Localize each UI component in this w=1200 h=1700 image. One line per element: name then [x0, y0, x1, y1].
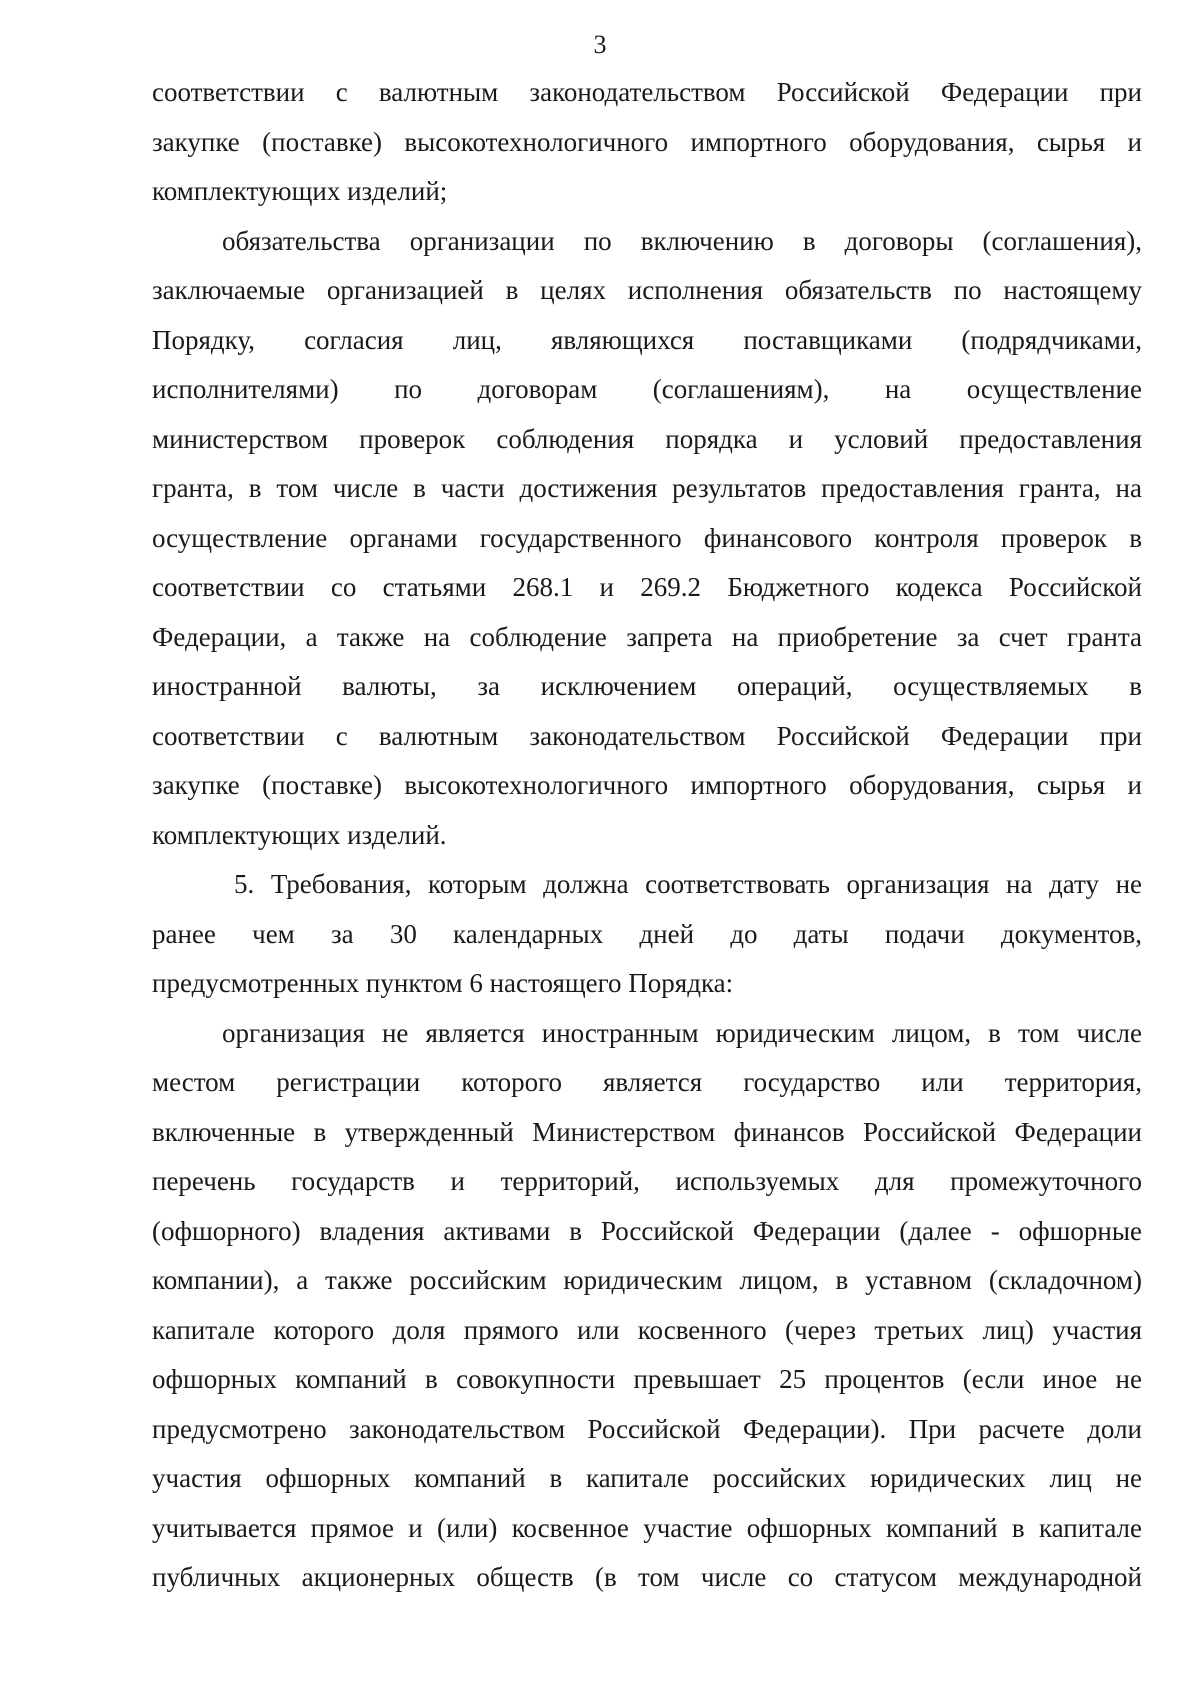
text-line: закупке (поставке) высокотехнологичного импортного оборудования, сырья и	[152, 126, 1142, 157]
text-line: исполнителями) по договорам (соглашениям), на осуществление	[152, 374, 1142, 404]
text-line: осуществление органами государственного финансового контроля проверок в	[152, 522, 1142, 553]
text-line: капитале которого доля прямого или косвенного (через третьих лиц) участия	[152, 1314, 1142, 1345]
text-line: комплектующих изделий.	[152, 819, 447, 850]
text-line: иностранной валюты, за исключением операций, осуществляемых в	[152, 671, 1142, 701]
text-line: публичных акционерных обществ (в том числе со статусом международной	[152, 1562, 1142, 1592]
text-line: обязательства организации по включению в договоры (соглашения),	[222, 225, 1142, 256]
text-line: комплектующих изделий;	[152, 176, 448, 206]
paragraph-2	[152, 217, 1142, 861]
text-line: офшорных компаний в совокупности превышает 25 процентов (если иное не	[152, 1364, 1142, 1394]
text-line: соответствии со статьями 268.1 и 269.2 Бюджетного кодекса Российской	[152, 572, 1142, 602]
paragraph-4	[152, 1009, 1142, 1603]
paragraph-3	[152, 860, 1142, 1009]
text-line: учитывается прямое и (или) косвенное участие офшорных компаний в капитале	[152, 1512, 1142, 1543]
text-line: ранее чем за 30 календарных дней до даты подачи документов,	[152, 918, 1142, 949]
text-line: заключаемые организацией в целях исполнения обязательств по настоящему	[152, 275, 1142, 305]
text-line: местом регистрации которого является государство или территория,	[152, 1067, 1142, 1097]
text-line: Порядку, согласия лиц, являющихся поставщиками (подрядчиками,	[152, 324, 1142, 355]
text-line: 5. Требования, которым должна соответствовать организация на дату не	[234, 869, 1142, 899]
text-line: участия офшорных компаний в капитале российских юридических лиц не	[152, 1463, 1142, 1493]
text-line: соответствии с валютным законодательством Российской Федерации при	[152, 77, 1142, 107]
text-line: Федерации, а также на соблюдение запрета на приобретение за счет гранта	[152, 621, 1142, 652]
text-line: предусмотренных пунктом 6 настоящего Порядка:	[152, 968, 734, 998]
text-line: гранта, в том числе в части достижения результатов предоставления гранта, на	[152, 473, 1142, 503]
text-line: перечень государств и территорий, используемых для промежуточного	[152, 1166, 1142, 1196]
paragraph-1	[152, 68, 1142, 217]
text-line: организация не является иностранным юридическим лицом, в том числе	[222, 1017, 1142, 1048]
text-line: соответствии с валютным законодательством Российской Федерации при	[152, 720, 1142, 751]
text-line: компании), а также российским юридическим лицом, в уставном (складочном)	[152, 1265, 1142, 1295]
document-body	[152, 68, 1142, 1603]
page-number: 3	[593, 30, 607, 59]
text-line: закупке (поставке) высокотехнологичного импортного оборудования, сырья и	[152, 770, 1142, 800]
text-line: предусмотрено законодательством Российской Федерации). При расчете доли	[152, 1413, 1142, 1444]
text-line: министерством проверок соблюдения порядка и условий предоставления	[152, 423, 1142, 454]
text-line: (офшорного) владения активами в Российской Федерации (далее - офшорные	[152, 1215, 1142, 1246]
text-line: включенные в утвержденный Министерством финансов Российской Федерации	[152, 1116, 1142, 1147]
